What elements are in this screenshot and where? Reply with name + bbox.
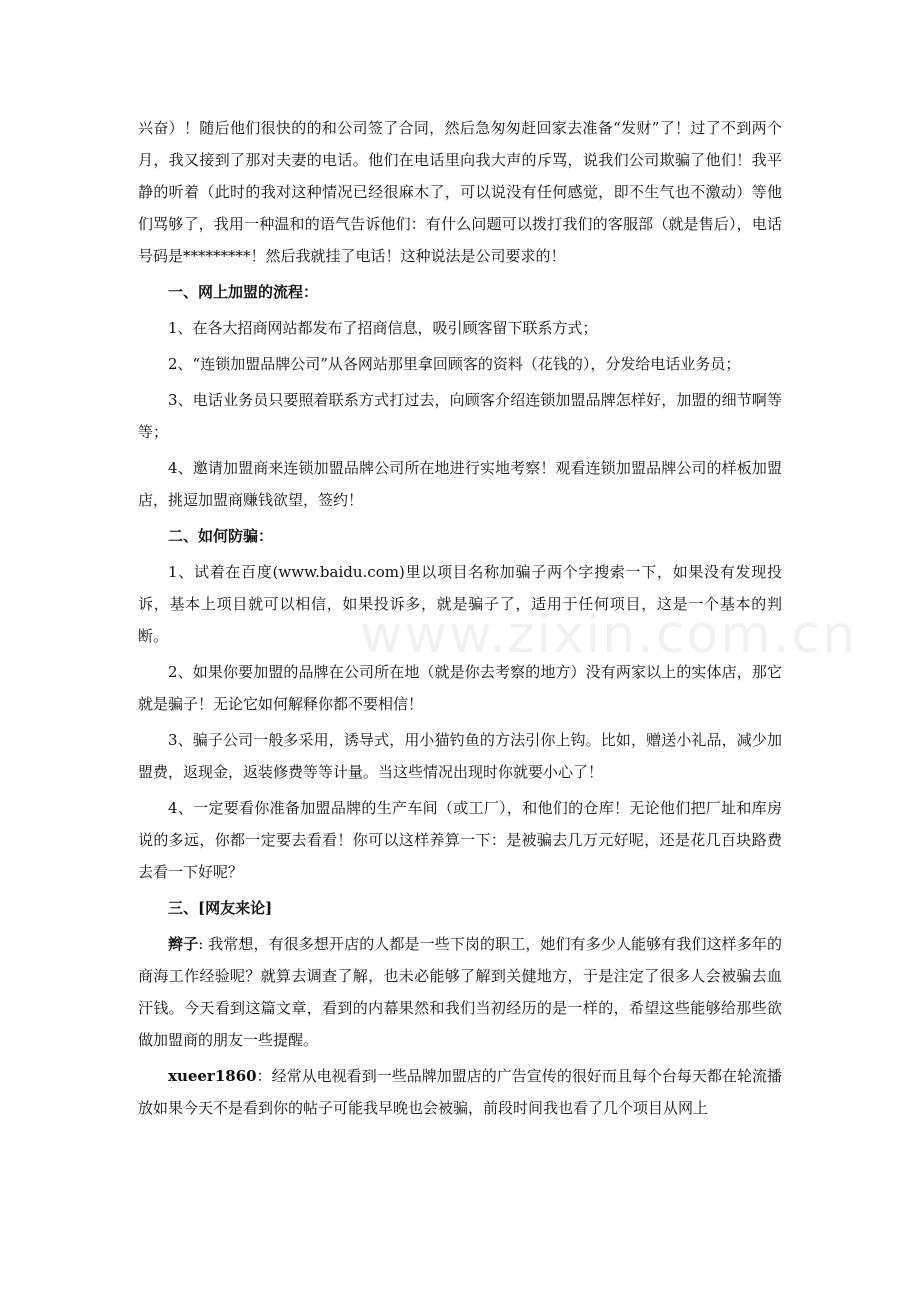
comment-author: 辫子 (168, 935, 199, 953)
section2-item: 2、如果你要加盟的品牌在公司所在地（就是你去考察的地方）没有两家以上的实体店，那它就是骗子！无论它如何解释你都不要相信！ (138, 663, 782, 713)
section2-item: 3、骗子公司一般多采用，诱导式，用小猫钓鱼的方法引你上钩。比如，赠送小礼品，减少加盟费，返现金，返装修费等等计量。当这些情况出现时你就要小心了！ (138, 731, 782, 781)
section2-item: 4、一定要看你准备加盟品牌的生产车间（或工厂），和他们的仓库！无论他们把厂址和库房说的多远，你都一定要去看看！你可以这样养算一下：是被骗去几万元好呢，还是花几百块路费去看一下好呢？ (138, 799, 782, 881)
comment-separator: ： (256, 1067, 272, 1085)
section3-heading: 三、[网友来论] (168, 899, 273, 917)
section1-heading: 一、网上加盟的流程： (168, 283, 319, 301)
section1-item: 4、邀请加盟商来连锁加盟品牌公司所在地进行实地考察！观看连锁加盟品牌公司的样板加盟店，挑逗加盟商赚钱欲望，签约！ (138, 459, 782, 509)
document-page (138, 112, 782, 1124)
section2-heading: 二、如何防骗： (168, 527, 274, 545)
section2-item: 1、试着在百度(www.baidu.com)里以项目名称加骗子两个字搜索一下，如果没有发现投诉，基本上项目就可以相信，如果投诉多，就是骗子了，适用于任何项目，这是一个基本的判断。 (138, 563, 782, 645)
comment-separator: : (198, 935, 204, 953)
comment-text: 经常从电视看到一些品牌加盟店的广告宣传的很好而且每个台每天都在轮流播放如果今天不是看到你的帖子可能我早晚也会被骗，前段时间我也看了几个项目从网上 (138, 1067, 782, 1117)
section1-item: 2、“连锁加盟品牌公司”从各网站那里拿回顾客的资料（花钱的），分发给电话业务员； (168, 355, 741, 373)
section1-item: 1、在各大招商网站都发布了招商信息，吸引顾客留下联系方式； (168, 319, 598, 337)
section1-item: 3、电话业务员只要照着联系方式打过去，向顾客介绍连锁加盟品牌怎样好，加盟的细节啊等等； (138, 391, 782, 441)
comment-author: xueer1860 (168, 1067, 257, 1085)
watermark: www.zixin.com.cn (360, 605, 857, 665)
comment (138, 928, 782, 1056)
comment (138, 1060, 782, 1124)
intro-paragraph: 兴奋）！随后他们很快的的和公司签了合同，然后急匆匆赶回家去准备“发财”了！过了不到两个月，我又接到了那对夫妻的电话。他们在电话里向我大声的斥骂，说我们公司欺骗了他们！我平静的听着（此时的我对这种情况已经很麻木了，可以说没有任何感觉，即不生气也不激动）等他们骂够了，我用一种温和的语气告诉他们：有什么问题可以拨打我们的客服部（就是售后），电话号码是*********！然后我就挂了电话！这种说法是公司要求的！ (138, 119, 782, 265)
comment-text: 我常想，有很多想开店的人都是一些下岗的职工，她们有多少人能够有我们这样多年的商海工作经验呢？就算去调查了解，也未必能够了解到关健地方，于是注定了很多人会被骗去血汗钱。今天看到这篇文章，看到的内幕果然和我们当初经历的是一样的，希望这些能够给那些欲做加盟商的朋友一些提醒。 (138, 935, 782, 1049)
